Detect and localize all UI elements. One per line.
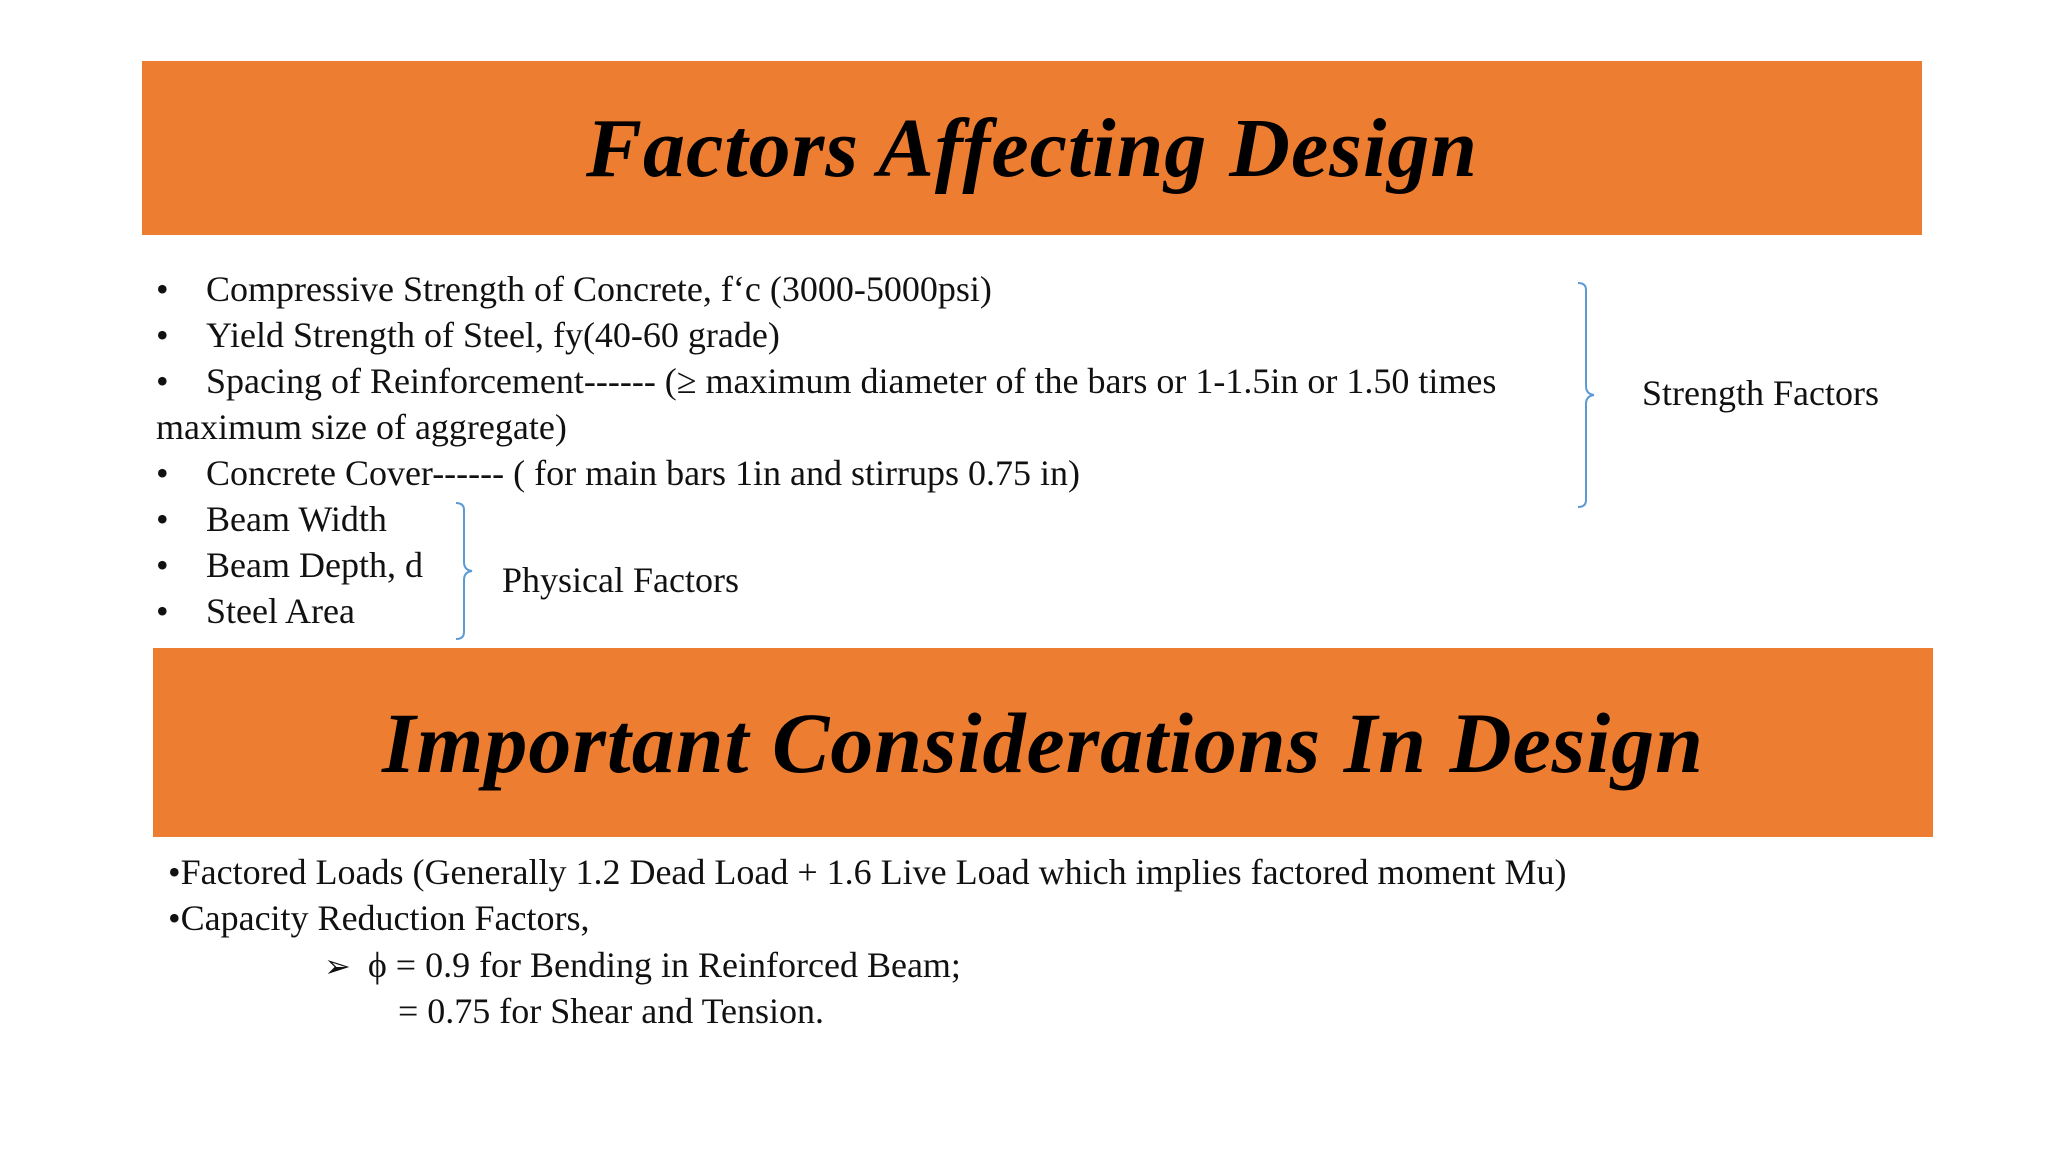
bullet-icon: • [156,361,169,401]
list-item-text: Spacing of Reinforcement------ (≥ maximum diameter of the bars or 1-1.5in or 1.50 times [206,361,1497,401]
section-title: Important Considerations In Design [382,694,1704,791]
list-item-text: Steel Area [206,591,355,631]
list-item [324,942,961,989]
considerations-banner [153,648,1933,837]
list-item-text: Compressive Strength of Concrete, f‘c (3000-5000psi) [206,269,992,309]
list-item-text: Beam Depth, d [206,545,423,585]
strength-bracket-icon [1576,282,1600,508]
list-item-continuation: maximum size of aggregate) [156,407,567,447]
bullet-icon: • [156,499,169,539]
list-item-text: Beam Width [206,499,387,539]
bullet-icon: • [156,269,169,309]
title-banner [142,61,1922,235]
bullet-icon: • [156,453,169,493]
list-item: •Factored Loads (Generally 1.2 Dead Load + 1.6 Live Load which implies factored moment Mu) [168,852,1567,892]
physical-factors-label: Physical Factors [502,560,739,600]
bullet-icon: • [156,591,169,631]
arrow-bullet-icon: ➢ [324,948,351,984]
list-item-text: Concrete Cover------ ( for main bars 1in and stirrups 0.75 in) [206,453,1081,493]
phi-line-continuation: = 0.75 for Shear and Tension. [398,991,825,1031]
bullet-icon: • [156,315,169,355]
section-title: Factors Affecting Design [585,101,1478,195]
bullet-icon: • [156,545,169,585]
list-item-text: Yield Strength of Steel, fy(40-60 grade) [206,315,780,355]
physical-bracket-icon [454,502,478,640]
strength-factors-label: Strength Factors [1642,373,1879,413]
phi-line: ϕ = 0.9 for Bending in Reinforced Beam; [367,945,961,985]
list-item: •Capacity Reduction Factors, [168,898,590,938]
